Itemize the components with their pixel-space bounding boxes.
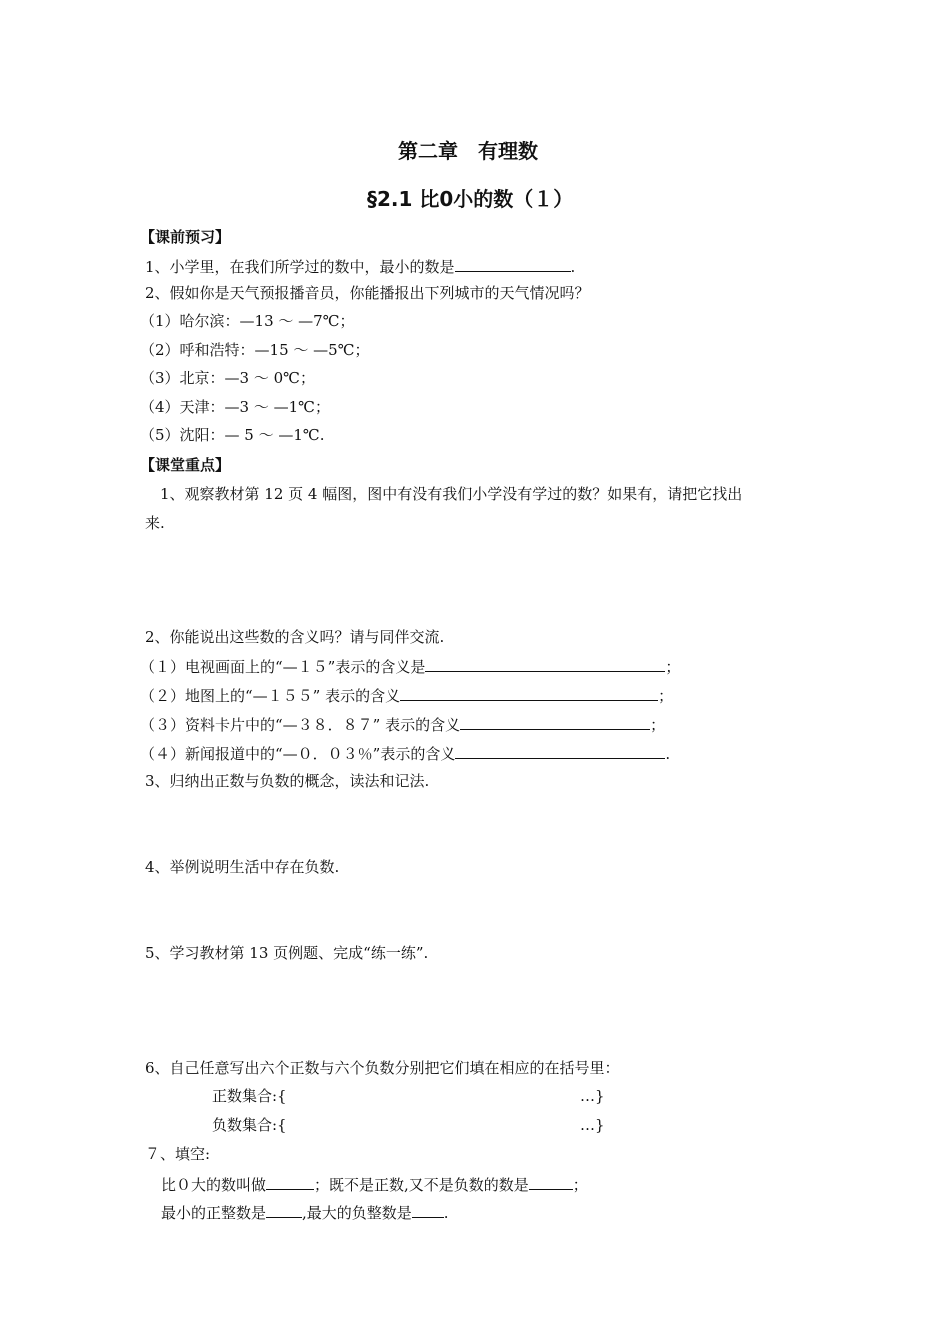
page-title: 第二章 有理数 [398, 139, 538, 163]
city-weather-item: （2）呼和浩特：—15 ～ —5℃； [140, 341, 370, 359]
answer-blank[interactable] [425, 655, 665, 672]
meaning-item [140, 742, 670, 764]
answer-blank[interactable] [455, 742, 665, 759]
meaning-item-text: （１）电视画面上的“—１５”表示的含义是 [140, 658, 426, 676]
city-weather-item: （1）哈尔滨：—13 ～ —7℃； [140, 312, 355, 330]
fill-blank-text: ,最大的负整数是 [302, 1204, 412, 1222]
focus-question-7: ７、填空: [145, 1145, 211, 1163]
meaning-item-text: （２）地图上的“—１５５” 表示的含义 [140, 687, 401, 705]
answer-blank[interactable] [529, 1173, 573, 1190]
fill-blank-text: 最小的正整数是 [161, 1204, 267, 1222]
positive-set-label: 正数集合:{ [212, 1087, 287, 1105]
fill-blank-text: ； [572, 1176, 588, 1194]
answer-blank[interactable] [460, 713, 650, 730]
fill-blank-text: . [443, 1204, 449, 1222]
meaning-item [140, 655, 680, 677]
negative-set-label: 负数集合:{ [212, 1116, 287, 1134]
focus-question-2: 2、你能说出这些数的含义吗？请与同伴交流. [145, 628, 445, 646]
focus-question-1-line2: 来. [145, 514, 165, 532]
fill-blank-line-1 [161, 1173, 588, 1195]
city-weather-item: （3）北京：—3 ～ 0℃； [140, 369, 315, 387]
meaning-item [140, 713, 665, 735]
preview-question-1-text: 1、小学里，在我们所学过的数中，最小的数是 [145, 258, 455, 276]
focus-question-3: 3、归纳出正数与负数的概念，读法和记法. [145, 772, 430, 790]
preview-question-2: 2、假如你是天气预报播音员，你能播报出下列城市的天气情况吗？ [145, 284, 590, 302]
meaning-item-end: ； [658, 687, 674, 705]
answer-blank[interactable] [266, 1201, 302, 1218]
section-heading-preview: 【课前预习】 [140, 228, 231, 246]
city-weather-item: （4）天津：—3 ～ —1℃； [140, 398, 330, 416]
negative-set-end: …} [580, 1116, 605, 1134]
focus-question-6: 6、自己任意写出六个正数与六个负数分别把它们填在相应的在括号里： [145, 1059, 620, 1077]
positive-set-end: …} [580, 1087, 605, 1105]
answer-blank[interactable] [455, 255, 571, 272]
answer-blank[interactable] [412, 1201, 444, 1218]
meaning-item-text: （３）资料卡片中的“—３８．８７” 表示的含义 [140, 716, 461, 734]
preview-question-1 [145, 255, 575, 277]
meaning-item [140, 684, 673, 706]
section-heading-focus: 【课堂重点】 [140, 456, 231, 474]
meaning-item-end: ； [665, 658, 681, 676]
fill-blank-text: ；既不是正数,又不是负数的数是 [314, 1176, 529, 1194]
meaning-item-text: （４）新闻报道中的“—０．０３％”表示的含义 [140, 745, 456, 763]
city-weather-item: （5）沈阳：— 5 ～ —1℃. [140, 426, 325, 444]
focus-question-1-line1: 1、观察教材第 12 页 4 幅图，图中有没有我们小学没有学过的数？如果有，请把它找出 [160, 485, 743, 503]
meaning-item-end: . [665, 745, 671, 763]
focus-question-5: 5、学习教材第 13 页例题、完成“练一练”. [145, 944, 429, 962]
fill-blank-line-2 [161, 1201, 449, 1223]
answer-blank[interactable] [400, 684, 658, 701]
answer-blank[interactable] [266, 1173, 314, 1190]
focus-question-4: 4、举例说明生活中存在负数. [145, 858, 340, 876]
meaning-item-end: ； [650, 716, 666, 734]
page-subtitle: §2.1 比0小的数（１） [367, 187, 574, 211]
preview-question-1-end: . [570, 258, 576, 276]
fill-blank-text: 比０大的数叫做 [161, 1176, 267, 1194]
